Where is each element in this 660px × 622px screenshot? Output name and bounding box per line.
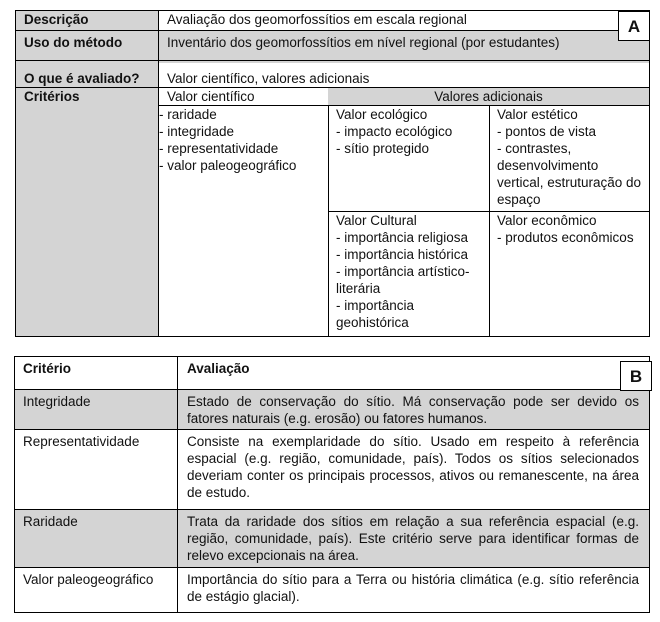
value-avaliado: Valor científico, valores adicionais [167, 71, 370, 86]
cell-valor-economico [489, 212, 649, 246]
label-descricao: Descrição [16, 11, 159, 30]
list-item: - sítio protegido [336, 141, 430, 156]
badge-a: A [618, 11, 650, 41]
value-descricao: Avaliação dos geomorfossítios em escala regional [167, 12, 467, 27]
header-valores-adicionais: Valores adicionais [328, 88, 649, 105]
table-row [15, 509, 649, 568]
list-item: - integridade [159, 124, 235, 139]
header-valor-cientifico: Valor científico [167, 89, 255, 104]
row-uso-metodo [15, 30, 650, 61]
cell-valor-ecologico [328, 106, 489, 157]
cell-avaliacao: Trata da raridade dos sítios em relação a sua referência espacial (e.g. região, comunidade, país). Este critério serve para identificar formas de relevo excepcionais na área. [177, 510, 649, 568]
cell-criterio: Valor paleogeográfico [23, 572, 154, 587]
cell-criterio: Raridade [23, 514, 78, 529]
row-descricao [15, 10, 650, 31]
header-criterio: Critério [23, 361, 72, 376]
label-criterios: Critérios [16, 88, 159, 336]
table-b [14, 356, 650, 613]
cell-avaliacao: Consiste na exemplaridade do sítio. Usado em respeito à referência espacial (e.g. região, comunidade, país). Todos os sítios selecionados deveriam conter os principais processos, ativos ou remanescente, na área de estudo. [177, 430, 649, 510]
table-row [15, 429, 649, 510]
cell-criterio: Integridade [23, 394, 91, 409]
table-row [15, 567, 649, 612]
cell-valor-estetico [489, 106, 649, 208]
list-valor-cientifico [159, 106, 328, 174]
list-item: - produtos econômicos [497, 230, 634, 245]
row-criterios [15, 87, 650, 337]
list-item: - raridade [159, 107, 217, 122]
list-item: - representatividade [159, 141, 279, 156]
cell-avaliacao: Importância do sítio para a Terra ou história climática (e.g. sítio referência de estágio glacial). [177, 568, 649, 612]
header-avaliacao: Avaliação [177, 357, 649, 389]
table-header-row [15, 357, 649, 389]
list-item: - importância histórica [336, 247, 469, 262]
cell-valor-cultural [328, 212, 489, 331]
label-avaliado: O que é avaliado? [16, 61, 159, 87]
list-item: - pontos de vista [497, 124, 597, 139]
title-valor-ecologico: Valor ecológico [336, 107, 428, 122]
table-row [15, 389, 649, 430]
list-item: - importância religiosa [336, 230, 469, 245]
list-item: - valor paleogeográfico [159, 158, 297, 173]
list-item: - impacto ecológico [336, 124, 453, 139]
row-avaliado [15, 60, 650, 88]
cell-avaliacao: Estado de conservação do sítio. Má conservação pode ser devido os fatores naturais (e.g. erosão) ou fatores humanos. [177, 390, 649, 430]
list-item: - importância geohistórica [336, 298, 415, 330]
cell-criterio: Representatividade [23, 434, 140, 449]
table-a [15, 10, 650, 337]
title-valor-economico: Valor econômico [497, 213, 597, 228]
badge-b: B [620, 361, 652, 391]
title-valor-cultural: Valor Cultural [336, 213, 417, 228]
title-valor-estetico: Valor estético [497, 107, 578, 122]
list-item: - importância artístico-literária [336, 264, 470, 296]
list-item: - contrastes, desenvolvimento vertical, estruturação do espaço [497, 141, 642, 207]
label-uso-metodo: Uso do método [16, 31, 159, 60]
value-uso-metodo: Inventário dos geomorfossítios em nível regional (por estudantes) [159, 31, 649, 63]
